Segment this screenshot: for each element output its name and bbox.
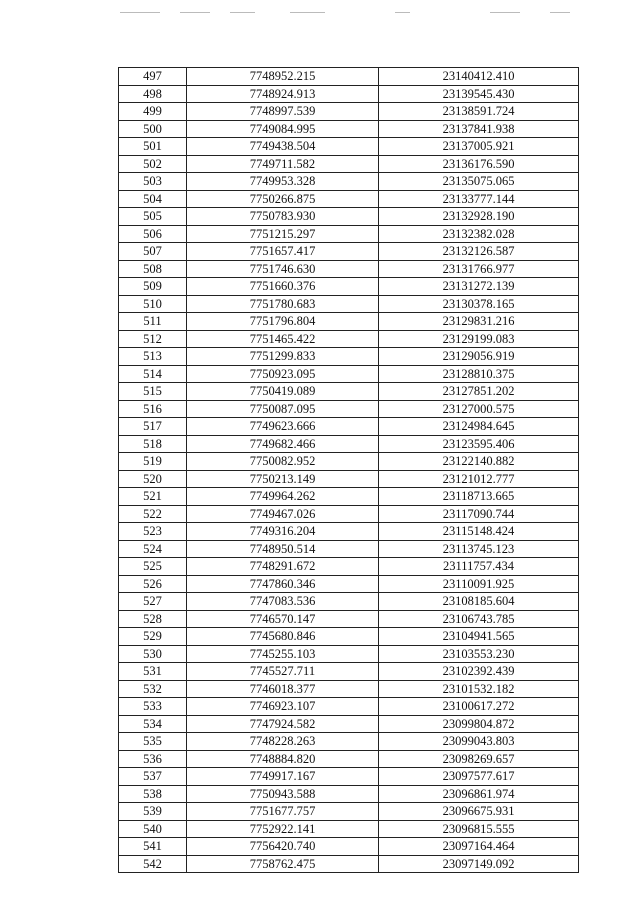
table-row [119, 470, 579, 488]
point-number-cell: 521 [119, 488, 187, 506]
scan-header-rule [40, 10, 600, 16]
point-number-cell: 504 [119, 190, 187, 208]
x-coordinate-cell: 7750783.930 [187, 208, 379, 226]
table-row [119, 523, 579, 541]
table-row [119, 768, 579, 786]
table-row [119, 365, 579, 383]
table-row [119, 120, 579, 138]
y-coordinate-cell: 23122140.882 [379, 453, 579, 471]
x-coordinate-cell: 7752922.141 [187, 820, 379, 838]
point-number-cell: 501 [119, 138, 187, 156]
point-number-cell: 498 [119, 85, 187, 103]
x-coordinate-cell: 7750419.089 [187, 383, 379, 401]
table-row [119, 610, 579, 628]
x-coordinate-cell: 7749623.666 [187, 418, 379, 436]
table-row [119, 243, 579, 261]
x-coordinate-cell: 7751677.757 [187, 803, 379, 821]
table-row [119, 820, 579, 838]
point-number-cell: 503 [119, 173, 187, 191]
table-row [119, 155, 579, 173]
x-coordinate-cell: 7746570.147 [187, 610, 379, 628]
point-number-cell: 506 [119, 225, 187, 243]
coordinates-table [118, 67, 579, 873]
y-coordinate-cell: 23135075.065 [379, 173, 579, 191]
y-coordinate-cell: 23096861.974 [379, 785, 579, 803]
table-row [119, 348, 579, 366]
point-number-cell: 512 [119, 330, 187, 348]
x-coordinate-cell: 7750087.095 [187, 400, 379, 418]
y-coordinate-cell: 23129056.919 [379, 348, 579, 366]
point-number-cell: 510 [119, 295, 187, 313]
table-row [119, 715, 579, 733]
table-row [119, 593, 579, 611]
y-coordinate-cell: 23136176.590 [379, 155, 579, 173]
table-row [119, 645, 579, 663]
point-number-cell: 499 [119, 103, 187, 121]
x-coordinate-cell: 7751299.833 [187, 348, 379, 366]
point-number-cell: 505 [119, 208, 187, 226]
table-row [119, 138, 579, 156]
y-coordinate-cell: 23113745.123 [379, 540, 579, 558]
table-row [119, 383, 579, 401]
table-row [119, 418, 579, 436]
x-coordinate-cell: 7745255.103 [187, 645, 379, 663]
y-coordinate-cell: 23132382.028 [379, 225, 579, 243]
point-number-cell: 529 [119, 628, 187, 646]
y-coordinate-cell: 23097577.617 [379, 768, 579, 786]
point-number-cell: 525 [119, 558, 187, 576]
y-coordinate-cell: 23139545.430 [379, 85, 579, 103]
table-row [119, 750, 579, 768]
table-row [119, 733, 579, 751]
table-row [119, 838, 579, 856]
y-coordinate-cell: 23138591.724 [379, 103, 579, 121]
y-coordinate-cell: 23097149.092 [379, 855, 579, 873]
x-coordinate-cell: 7750923.095 [187, 365, 379, 383]
table-row [119, 208, 579, 226]
y-coordinate-cell: 23131272.139 [379, 278, 579, 296]
x-coordinate-cell: 7746018.377 [187, 680, 379, 698]
table-row [119, 190, 579, 208]
table-row [119, 628, 579, 646]
y-coordinate-cell: 23131766.977 [379, 260, 579, 278]
table-row [119, 278, 579, 296]
point-number-cell: 542 [119, 855, 187, 873]
table-row [119, 558, 579, 576]
x-coordinate-cell: 7749917.167 [187, 768, 379, 786]
point-number-cell: 535 [119, 733, 187, 751]
table-row [119, 313, 579, 331]
x-coordinate-cell: 7750943.588 [187, 785, 379, 803]
point-number-cell: 517 [119, 418, 187, 436]
y-coordinate-cell: 23101532.182 [379, 680, 579, 698]
table-row [119, 435, 579, 453]
x-coordinate-cell: 7751215.297 [187, 225, 379, 243]
y-coordinate-cell: 23111757.434 [379, 558, 579, 576]
y-coordinate-cell: 23132126.587 [379, 243, 579, 261]
point-number-cell: 539 [119, 803, 187, 821]
x-coordinate-cell: 7748952.215 [187, 68, 379, 86]
table-row [119, 698, 579, 716]
x-coordinate-cell: 7748291.672 [187, 558, 379, 576]
x-coordinate-cell: 7747083.536 [187, 593, 379, 611]
table-row [119, 803, 579, 821]
y-coordinate-cell: 23102392.439 [379, 663, 579, 681]
point-number-cell: 532 [119, 680, 187, 698]
table-row [119, 330, 579, 348]
y-coordinate-cell: 23099804.872 [379, 715, 579, 733]
x-coordinate-cell: 7751796.804 [187, 313, 379, 331]
y-coordinate-cell: 23096815.555 [379, 820, 579, 838]
point-number-cell: 533 [119, 698, 187, 716]
x-coordinate-cell: 7745527.711 [187, 663, 379, 681]
y-coordinate-cell: 23098269.657 [379, 750, 579, 768]
point-number-cell: 531 [119, 663, 187, 681]
point-number-cell: 515 [119, 383, 187, 401]
table-row [119, 488, 579, 506]
y-coordinate-cell: 23140412.410 [379, 68, 579, 86]
y-coordinate-cell: 23117090.744 [379, 505, 579, 523]
point-number-cell: 522 [119, 505, 187, 523]
table-row [119, 785, 579, 803]
point-number-cell: 524 [119, 540, 187, 558]
point-number-cell: 518 [119, 435, 187, 453]
x-coordinate-cell: 7748924.913 [187, 85, 379, 103]
point-number-cell: 536 [119, 750, 187, 768]
x-coordinate-cell: 7748950.514 [187, 540, 379, 558]
x-coordinate-cell: 7749084.995 [187, 120, 379, 138]
point-number-cell: 519 [119, 453, 187, 471]
table-row [119, 663, 579, 681]
y-coordinate-cell: 23118713.665 [379, 488, 579, 506]
table-row [119, 173, 579, 191]
y-coordinate-cell: 23115148.424 [379, 523, 579, 541]
x-coordinate-cell: 7750213.149 [187, 470, 379, 488]
x-coordinate-cell: 7751780.683 [187, 295, 379, 313]
y-coordinate-cell: 23129199.083 [379, 330, 579, 348]
point-number-cell: 527 [119, 593, 187, 611]
x-coordinate-cell: 7748997.539 [187, 103, 379, 121]
coordinates-table-body [119, 68, 579, 873]
x-coordinate-cell: 7750266.875 [187, 190, 379, 208]
point-number-cell: 516 [119, 400, 187, 418]
point-number-cell: 541 [119, 838, 187, 856]
y-coordinate-cell: 23129831.216 [379, 313, 579, 331]
point-number-cell: 537 [119, 768, 187, 786]
x-coordinate-cell: 7751465.422 [187, 330, 379, 348]
x-coordinate-cell: 7749316.204 [187, 523, 379, 541]
point-number-cell: 508 [119, 260, 187, 278]
x-coordinate-cell: 7748228.263 [187, 733, 379, 751]
y-coordinate-cell: 23100617.272 [379, 698, 579, 716]
point-number-cell: 514 [119, 365, 187, 383]
y-coordinate-cell: 23124984.645 [379, 418, 579, 436]
table-row [119, 855, 579, 873]
table-row [119, 453, 579, 471]
x-coordinate-cell: 7756420.740 [187, 838, 379, 856]
y-coordinate-cell: 23097164.464 [379, 838, 579, 856]
x-coordinate-cell: 7745680.846 [187, 628, 379, 646]
y-coordinate-cell: 23123595.406 [379, 435, 579, 453]
y-coordinate-cell: 23137005.921 [379, 138, 579, 156]
x-coordinate-cell: 7749953.328 [187, 173, 379, 191]
x-coordinate-cell: 7747924.582 [187, 715, 379, 733]
y-coordinate-cell: 23130378.165 [379, 295, 579, 313]
table-row [119, 225, 579, 243]
point-number-cell: 534 [119, 715, 187, 733]
y-coordinate-cell: 23133777.144 [379, 190, 579, 208]
table-row [119, 505, 579, 523]
table-row [119, 103, 579, 121]
y-coordinate-cell: 23096675.931 [379, 803, 579, 821]
table-row [119, 260, 579, 278]
point-number-cell: 513 [119, 348, 187, 366]
y-coordinate-cell: 23110091.925 [379, 575, 579, 593]
x-coordinate-cell: 7746923.107 [187, 698, 379, 716]
y-coordinate-cell: 23132928.190 [379, 208, 579, 226]
x-coordinate-cell: 7751657.417 [187, 243, 379, 261]
y-coordinate-cell: 23137841.938 [379, 120, 579, 138]
point-number-cell: 526 [119, 575, 187, 593]
point-number-cell: 540 [119, 820, 187, 838]
y-coordinate-cell: 23104941.565 [379, 628, 579, 646]
y-coordinate-cell: 23106743.785 [379, 610, 579, 628]
point-number-cell: 530 [119, 645, 187, 663]
point-number-cell: 523 [119, 523, 187, 541]
x-coordinate-cell: 7749682.466 [187, 435, 379, 453]
y-coordinate-cell: 23127851.202 [379, 383, 579, 401]
x-coordinate-cell: 7751746.630 [187, 260, 379, 278]
y-coordinate-cell: 23108185.604 [379, 593, 579, 611]
point-number-cell: 509 [119, 278, 187, 296]
x-coordinate-cell: 7747860.346 [187, 575, 379, 593]
x-coordinate-cell: 7749964.262 [187, 488, 379, 506]
table-row [119, 85, 579, 103]
table-row [119, 540, 579, 558]
y-coordinate-cell: 23121012.777 [379, 470, 579, 488]
y-coordinate-cell: 23128810.375 [379, 365, 579, 383]
table-row [119, 68, 579, 86]
x-coordinate-cell: 7750082.952 [187, 453, 379, 471]
x-coordinate-cell: 7758762.475 [187, 855, 379, 873]
table-row [119, 295, 579, 313]
x-coordinate-cell: 7748884.820 [187, 750, 379, 768]
y-coordinate-cell: 23103553.230 [379, 645, 579, 663]
point-number-cell: 502 [119, 155, 187, 173]
point-number-cell: 520 [119, 470, 187, 488]
x-coordinate-cell: 7751660.376 [187, 278, 379, 296]
point-number-cell: 500 [119, 120, 187, 138]
point-number-cell: 528 [119, 610, 187, 628]
x-coordinate-cell: 7749711.582 [187, 155, 379, 173]
point-number-cell: 511 [119, 313, 187, 331]
point-number-cell: 538 [119, 785, 187, 803]
table-row [119, 680, 579, 698]
y-coordinate-cell: 23127000.575 [379, 400, 579, 418]
table-row [119, 400, 579, 418]
point-number-cell: 507 [119, 243, 187, 261]
x-coordinate-cell: 7749467.026 [187, 505, 379, 523]
y-coordinate-cell: 23099043.803 [379, 733, 579, 751]
x-coordinate-cell: 7749438.504 [187, 138, 379, 156]
table-row [119, 575, 579, 593]
point-number-cell: 497 [119, 68, 187, 86]
